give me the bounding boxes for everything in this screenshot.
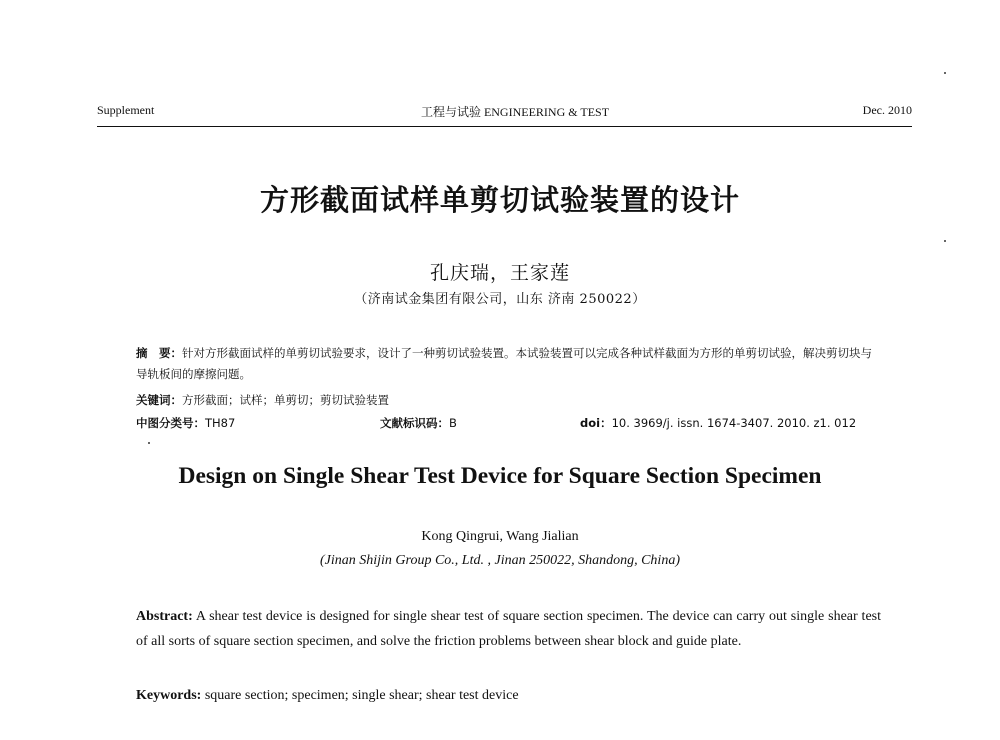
- en-keywords-text: square section; specimen; single shear; shear test device: [201, 688, 519, 703]
- issue-date: Dec. 2010: [862, 103, 912, 117]
- cn-abstract-label: 摘 要：: [136, 346, 182, 360]
- scan-speck: [944, 72, 946, 74]
- clc-value: TH87: [205, 416, 236, 430]
- document-code-label: 文献标识码：: [380, 416, 449, 430]
- cn-authors: 孔庆瑞，王家莲: [429, 262, 570, 284]
- header-rule: [97, 126, 912, 127]
- document-code: [380, 415, 457, 431]
- cn-keywords-text: 方形截面；试样；单剪切；剪切试验装置: [182, 393, 389, 407]
- clc-label: 中图分类号：: [136, 416, 205, 430]
- en-abstract-label: Abstract:: [136, 609, 193, 624]
- cn-abstract: [136, 343, 881, 385]
- en-abstract: [136, 604, 881, 654]
- journal-supplement-label: Supplement: [97, 103, 155, 117]
- scan-speck: [148, 442, 150, 444]
- doi-label: doi：: [580, 416, 612, 430]
- cn-keywords-label: 关键词：: [136, 393, 182, 407]
- en-abstract-text: A shear test device is designed for single shear test of square section specimen. The device can carry out single shear test of all sorts of square section specimen, and solve the friction problems between shear block and guide plate.: [136, 609, 881, 649]
- cn-paper-title: 方形截面试样单剪切试验装置的设计: [259, 183, 740, 217]
- journal-name: 工程与试验 ENGINEERING & TEST: [420, 105, 610, 119]
- document-code-value: B: [449, 416, 457, 430]
- clc-number: [136, 415, 235, 431]
- en-paper-title: Design on Single Shear Test Device for Square Section Specimen: [178, 463, 822, 489]
- en-authors: Kong Qingrui, Wang Jialian: [421, 529, 579, 544]
- en-keywords: [136, 688, 519, 704]
- cn-keywords: [136, 392, 389, 408]
- cn-abstract-text: 针对方形截面试样的单剪切试验要求，设计了一种剪切试验装置。本试验装置可以完成各种试样截面为方形的单剪切试验，解决剪切块与导轨板间的摩擦问题。: [136, 346, 872, 381]
- scan-speck: [944, 240, 946, 242]
- cn-affiliation: （济南试金集团有限公司，山东 济南 250022）: [354, 292, 646, 307]
- en-affiliation: (Jinan Shijin Group Co., Ltd. , Jinan 250022, Shandong, China): [320, 553, 680, 568]
- en-keywords-label: Keywords:: [136, 688, 202, 703]
- doi-value: 10. 3969/j. issn. 1674-3407. 2010. z1. 012: [611, 416, 857, 430]
- doi: [580, 415, 856, 431]
